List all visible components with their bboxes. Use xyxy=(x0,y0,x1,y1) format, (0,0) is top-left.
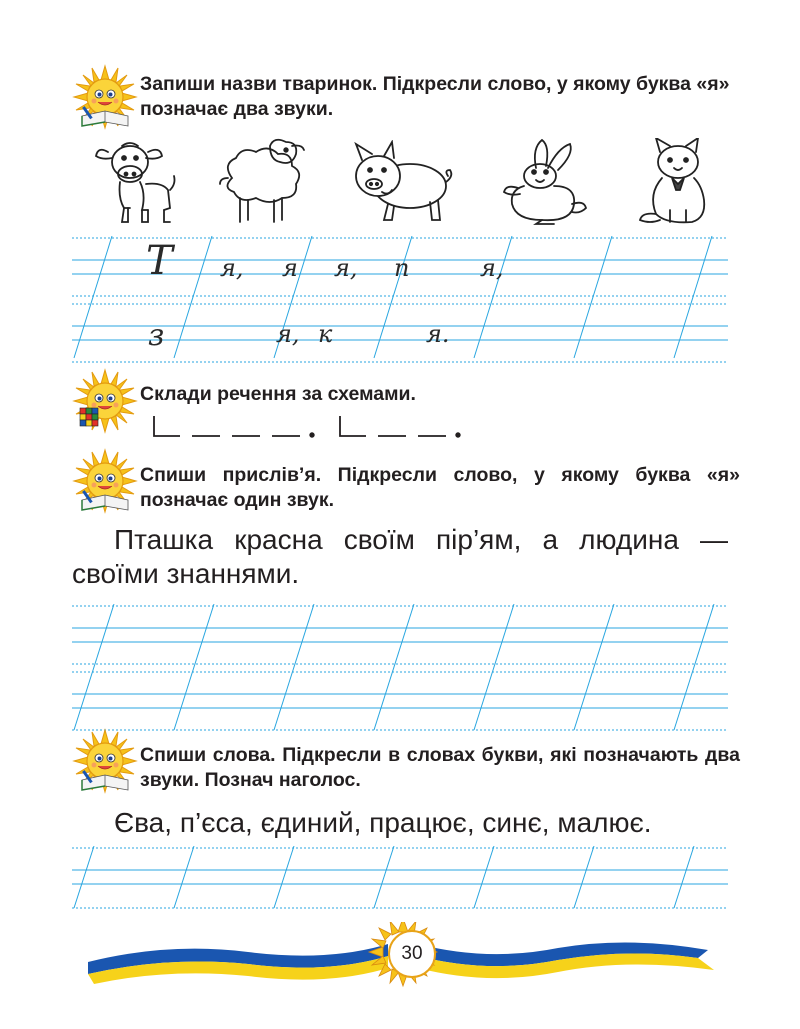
sun-reading-icon xyxy=(72,728,138,794)
task4-title: Спиши слова. Підкресли в словах букви, які позначають два звуки. Познач наголос. xyxy=(140,744,740,791)
proverb-line-1: Пташка красна своїм пір’ям, а людина — xyxy=(114,524,728,555)
animal-pictures xyxy=(80,138,730,228)
cursive-fragment: я, xyxy=(220,254,244,282)
sentence-scheme xyxy=(152,412,472,442)
cursive-fragment: я. xyxy=(426,320,450,348)
calf-picture xyxy=(90,138,180,226)
kitten-picture xyxy=(636,138,726,226)
sun-reading-icon xyxy=(72,64,138,130)
cursive-fragment: я, xyxy=(276,320,300,348)
cursive-fragment: я, xyxy=(334,254,358,282)
writing-lines-task4 xyxy=(72,846,728,912)
piglet-picture xyxy=(348,140,458,226)
cursive-fragment: к xyxy=(318,320,333,348)
cursive-fragment: п xyxy=(394,254,410,282)
page-number: 30 xyxy=(388,930,436,978)
scheme-text: └ __ __ __ . └ __ __ . xyxy=(152,412,162,413)
proverb-text xyxy=(72,523,728,591)
task1-title: Запиши назви тваринок. Підкресли слово, у якому буква «я» позначає два звуки. xyxy=(140,73,730,120)
sun-reading-icon xyxy=(72,448,138,514)
cursive-fragment: я xyxy=(282,254,298,282)
lamb-picture xyxy=(212,138,312,226)
proverb-line-2: своїми знаннями. xyxy=(72,558,300,589)
rabbit-picture xyxy=(492,138,592,226)
cursive-fragment: я, xyxy=(480,254,504,282)
cursive-fragment: з xyxy=(148,318,165,353)
words-to-copy: Єва, п’єса, єдиний, працює, синє, малює. xyxy=(114,807,652,838)
task2-title: Склади речення за схемами. xyxy=(140,383,416,405)
task3-title: Спиши прислів’я. Підкресли слово, у якому буква «я» позначає один звук. xyxy=(140,464,740,511)
writing-lines-task3 xyxy=(72,604,728,734)
cursive-letter-t: Т xyxy=(146,238,173,284)
sun-cube-icon xyxy=(72,368,138,434)
